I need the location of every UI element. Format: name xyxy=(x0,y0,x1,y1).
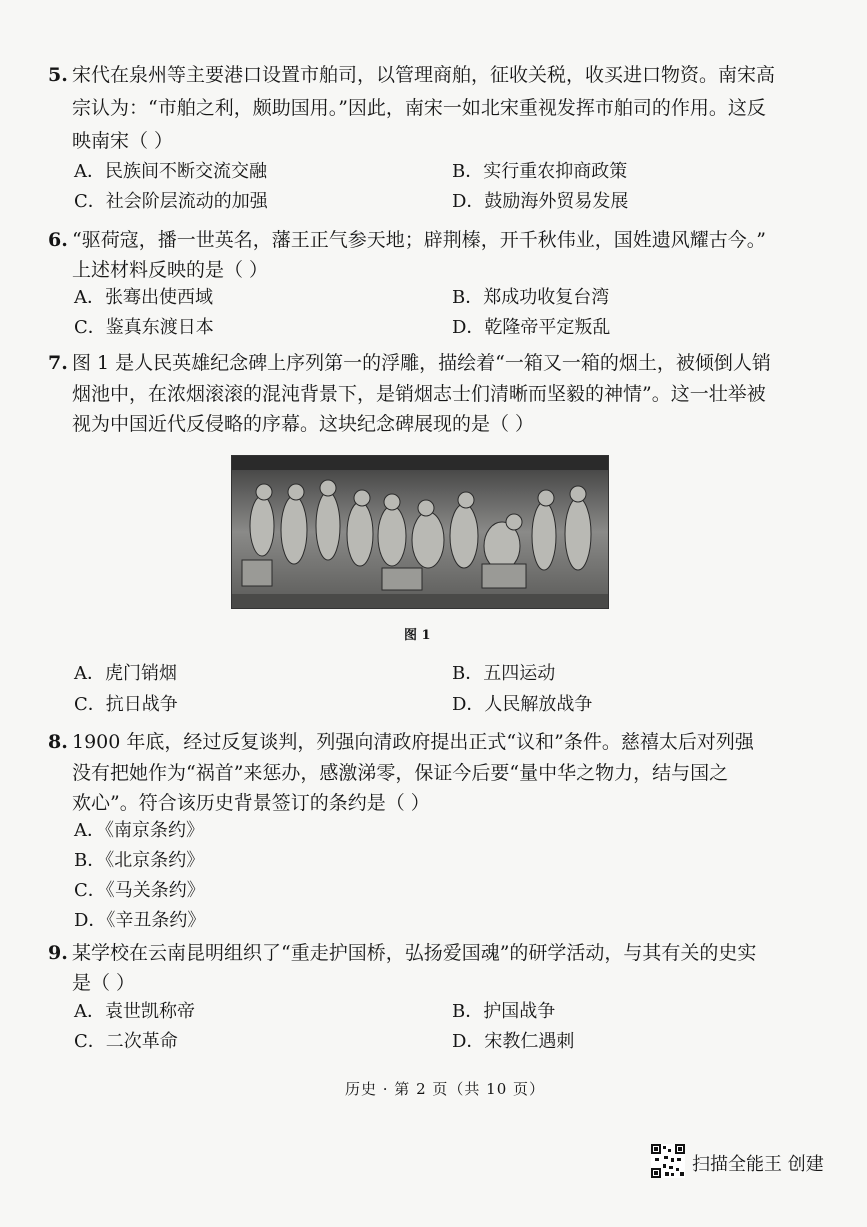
qr-code-graphic xyxy=(651,1144,685,1178)
question-text-line: 是（ ） xyxy=(72,972,136,994)
option-b: B．实行重农抑商政策 xyxy=(452,161,628,182)
question-text-line: 宗认为：“市舶之利，颇助国用。”因此，南宋一如北宋重视发挥市舶司的作用。这反 xyxy=(72,97,766,119)
question-text-line: 视为中国近代反侵略的序幕。这块纪念碑展现的是（ ） xyxy=(72,413,535,435)
option-d: D．宋教仁遇刺 xyxy=(452,1031,575,1052)
option-c: C．抗日战争 xyxy=(74,694,178,715)
question-number: 9. xyxy=(48,942,68,964)
qr-code-icon[interactable] xyxy=(651,1144,685,1178)
relief-sculpture-illustration xyxy=(232,456,608,608)
option-d: D．人民解放战争 xyxy=(452,694,593,715)
question-text-line: 映南宋（ ） xyxy=(72,130,174,152)
option-d: D．乾隆帝平定叛乱 xyxy=(452,317,611,338)
question-text-line: 上述材料反映的是（ ） xyxy=(72,259,269,281)
relief-sculpture-image xyxy=(231,455,609,609)
option-a: A．民族间不断交流交融 xyxy=(74,161,267,182)
option-b: B．五四运动 xyxy=(452,663,556,684)
option-a: A．张骞出使西域 xyxy=(74,287,213,308)
option-a: A．《南京条约》 xyxy=(74,820,204,841)
question-text-line: “驱荷寇，播一世英名，藩王正气参天地；辟荆榛，开千秋伟业，国姓遗风耀古今。” xyxy=(72,229,766,251)
option-d: D．鼓励海外贸易发展 xyxy=(452,191,629,212)
option-c: C．《马关条约》 xyxy=(74,880,205,901)
question-number: 6. xyxy=(48,229,68,251)
question-text-line: 没有把她作为“祸首”来惩办，感激涕零，保证今后要“量中华之物力，结与国之 xyxy=(72,762,729,784)
option-c: C．鉴真东渡日本 xyxy=(74,317,214,338)
option-d: D．《辛丑条约》 xyxy=(74,910,206,931)
question-text-line: 宋代在泉州等主要港口设置市舶司，以管理商舶，征收关税，收买进口物资。南宋高 xyxy=(72,64,776,86)
question-number: 5. xyxy=(48,64,68,86)
question-text-line: 某学校在云南昆明组织了“重走护国桥，弘扬爱国魂”的研学活动，与其有关的史实 xyxy=(72,942,757,964)
question-text-line: 图 1 是人民英雄纪念碑上序列第一的浮雕，描绘着“一箱又一箱的烟土，被倾倒人销 xyxy=(72,352,771,374)
option-b: B．护国战争 xyxy=(452,1001,556,1022)
question-text-line: 烟池中，在浓烟滚滚的混沌背景下，是销烟志士们清晰而坚毅的神情”。这一壮举被 xyxy=(72,383,766,405)
question-number: 8. xyxy=(48,731,68,753)
option-a: A．袁世凯称帝 xyxy=(74,1001,195,1022)
page-footer: 历史 · 第 2 页（共 10 页） xyxy=(345,1080,546,1098)
figure-caption: 图 1 xyxy=(404,628,431,643)
option-c: C．二次革命 xyxy=(74,1031,178,1052)
option-c: C．社会阶层流动的加强 xyxy=(74,191,268,212)
question-number: 7. xyxy=(48,352,68,374)
option-b: B．《北京条约》 xyxy=(74,850,205,871)
option-b: B．郑成功收复台湾 xyxy=(452,287,610,308)
option-a: A．虎门销烟 xyxy=(74,663,177,684)
question-text-line: 欢心”。符合该历史背景签订的条约是（ ） xyxy=(72,792,430,814)
question-text-line: 1900 年底，经过反复谈判，列强向清政府提出正式“议和”条件。慈禧太后对列强 xyxy=(72,731,754,753)
scanner-watermark: 扫描全能王 创建 xyxy=(692,1154,824,1175)
